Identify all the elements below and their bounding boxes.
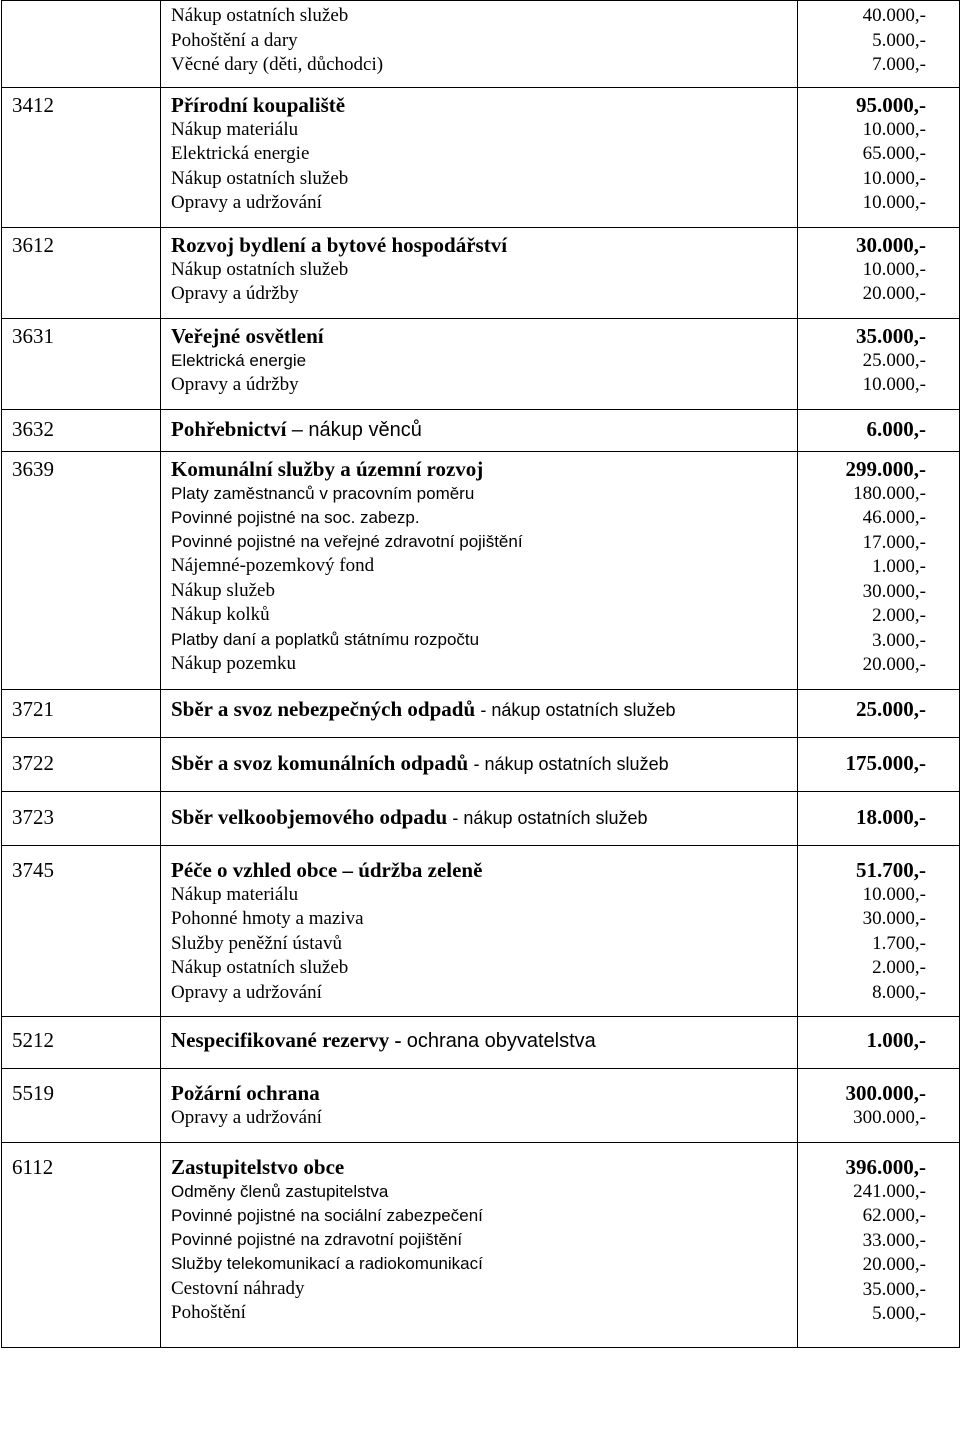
item-amount: 35.000,- — [862, 1278, 926, 1300]
item-amount: 62.000,- — [862, 1205, 926, 1226]
item-amount: 8.000,- — [872, 981, 926, 1003]
section-code: 3639 — [12, 456, 54, 481]
section-title: Pohřebnictví — [171, 416, 287, 441]
section-subtitle: ochrana obyvatelstva — [406, 1030, 596, 1052]
item-label: Nákup kolků — [171, 604, 270, 626]
budget-row — [2, 737, 960, 791]
section-code: 3723 — [12, 804, 54, 829]
item-label: Věcné dary (děti, důchodci) — [171, 54, 384, 75]
section-subtitle: - nákup ostatních služeb — [452, 807, 648, 828]
item-amount: 30.000,- — [862, 580, 926, 602]
item-label: Elektrická energie — [171, 350, 307, 370]
item-label: Nákup ostatních služeb — [171, 5, 349, 26]
item-amount: 40.000,- — [862, 5, 926, 26]
item-amount: 20.000,- — [862, 1254, 926, 1275]
item-amount: 10.000,- — [862, 374, 926, 395]
item-label: Služby telekomunikací a radiokomunikací — [171, 1254, 483, 1274]
item-amount: 33.000,- — [862, 1229, 926, 1251]
item-amount: 10.000,- — [862, 118, 926, 140]
section-total: 51.700,- — [856, 857, 926, 882]
item-amount: 17.000,- — [862, 531, 926, 553]
item-amount: 300.000,- — [853, 1107, 926, 1128]
item-amount: 46.000,- — [862, 507, 926, 528]
section-code: 3631 — [12, 323, 54, 348]
item-amount: 7.000,- — [872, 54, 926, 75]
item-label: Nákup ostatních služeb — [171, 258, 349, 280]
section-total: 1.000,- — [866, 1028, 926, 1052]
item-amount: 3.000,- — [872, 629, 926, 651]
section-title: Nespecifikované rezervy - — [171, 1028, 402, 1052]
item-amount: 20.000,- — [862, 283, 926, 304]
budget-row — [2, 451, 960, 689]
section-total: 396.000,- — [845, 1154, 926, 1179]
item-label: Elektrická energie — [171, 143, 310, 164]
section-subtitle: - nákup ostatních služeb — [473, 753, 669, 774]
item-amount: 241.000,- — [853, 1180, 926, 1202]
item-label: Povinné pojistné na sociální zabezpečení — [171, 1205, 483, 1225]
section-code: 5212 — [12, 1028, 54, 1052]
item-label: Pohoštění a dary — [171, 29, 298, 51]
budget-row — [2, 689, 960, 737]
budget-row — [2, 791, 960, 845]
item-amount: 25.000,- — [862, 349, 926, 371]
item-label: Nákup materiálu — [171, 883, 299, 905]
budget-row — [2, 409, 960, 451]
budget-row — [2, 1069, 960, 1143]
section-code: 3722 — [12, 750, 54, 775]
section-total: 25.000,- — [856, 696, 926, 721]
item-label: Platy zaměstnanců v pracovním poměru — [171, 483, 475, 503]
item-amount: 20.000,- — [862, 654, 926, 675]
item-label: Nájemné-pozemkový fond — [171, 555, 375, 577]
section-code: 3612 — [12, 232, 54, 257]
item-label: Opravy a údržby — [171, 373, 299, 395]
section-title: Přírodní koupaliště — [171, 92, 346, 117]
section-subtitle: – nákup věnců — [291, 418, 422, 441]
section-title: Komunální služby a územní rozvoj — [171, 456, 484, 481]
item-label: Nákup ostatních služeb — [171, 167, 349, 189]
item-label: Služby peněžní ústavů — [171, 932, 342, 954]
item-amount: 10.000,- — [862, 258, 926, 280]
item-label: Nákup materiálu — [171, 118, 299, 140]
item-amount: 10.000,- — [862, 192, 926, 213]
item-label: Pohoštění — [171, 1302, 246, 1324]
section-title: Péče o vzhled obce – údržba zeleně — [171, 857, 483, 882]
budget-row — [2, 845, 960, 1017]
item-label: Nákup ostatních služeb — [171, 957, 349, 978]
section-title: Sběr a svoz nebezpečných odpadů — [171, 696, 476, 721]
item-label: Opravy a udržování — [171, 1107, 322, 1128]
item-label: Opravy a udržování — [171, 192, 322, 213]
section-total: 30.000,- — [856, 232, 926, 257]
item-label: Pohonné hmoty a maziva — [171, 908, 364, 929]
amount-cell — [798, 1, 960, 88]
budget-row — [2, 227, 960, 318]
section-code: 3721 — [12, 696, 54, 721]
section-title: Sběr velkoobjemového odpadu — [171, 804, 448, 829]
section-title: Sběr a svoz komunálních odpadů — [171, 750, 469, 775]
item-amount: 2.000,- — [872, 957, 926, 978]
section-total: 18.000,- — [856, 804, 926, 829]
item-label: Cestovní náhrady — [171, 1277, 305, 1299]
section-code: 6112 — [12, 1154, 54, 1179]
section-code: 5519 — [12, 1081, 54, 1105]
section-total: 300.000,- — [845, 1081, 926, 1105]
budget-row — [2, 318, 960, 409]
section-total: 6.000,- — [866, 416, 926, 441]
item-label: Odměny členů zastupitelstva — [171, 1181, 389, 1201]
item-label: Opravy a údržby — [171, 283, 299, 304]
item-label: Nákup pozemku — [171, 653, 297, 675]
item-amount: 1.000,- — [872, 556, 926, 577]
item-label: Povinné pojistné na soc. zabezp. — [171, 507, 420, 527]
item-amount: 5.000,- — [872, 29, 926, 51]
item-amount: 10.000,- — [862, 167, 926, 189]
item-amount: 2.000,- — [872, 605, 926, 626]
item-amount: 1.700,- — [872, 932, 926, 954]
section-code: 3632 — [12, 416, 54, 441]
item-amount: 30.000,- — [862, 908, 926, 929]
budget-row — [2, 87, 960, 227]
section-title: Požární ochrana — [171, 1081, 320, 1105]
section-title: Veřejné osvětlení — [171, 323, 324, 348]
description-cell — [161, 1, 798, 88]
item-label: Opravy a udržování — [171, 981, 322, 1003]
section-total: 95.000,- — [856, 92, 926, 117]
budget-row — [2, 1142, 960, 1347]
item-amount: 10.000,- — [862, 883, 926, 905]
item-amount: 65.000,- — [862, 143, 926, 164]
budget-table — [1, 0, 960, 1348]
item-label: Povinné pojistné na zdravotní pojištění — [171, 1230, 463, 1250]
section-code: 3412 — [12, 92, 54, 117]
section-total: 175.000,- — [845, 750, 926, 775]
item-amount: 5.000,- — [872, 1303, 926, 1324]
code-cell — [2, 1, 161, 88]
section-code: 3745 — [12, 857, 54, 882]
item-label: Nákup služeb — [171, 579, 275, 601]
budget-row — [2, 1, 960, 88]
item-amount: 180.000,- — [853, 482, 926, 504]
item-label: Povinné pojistné na veřejné zdravotní pojištění — [171, 532, 523, 552]
section-subtitle: - nákup ostatních služeb — [480, 699, 676, 720]
section-title: Rozvoj bydlení a bytové hospodářství — [171, 232, 508, 257]
item-label: Platby daní a poplatků státnímu rozpočtu — [171, 629, 480, 649]
section-total: 35.000,- — [856, 323, 926, 348]
section-title: Zastupitelstvo obce — [171, 1154, 345, 1179]
budget-row — [2, 1017, 960, 1069]
section-total: 299.000,- — [845, 456, 926, 481]
